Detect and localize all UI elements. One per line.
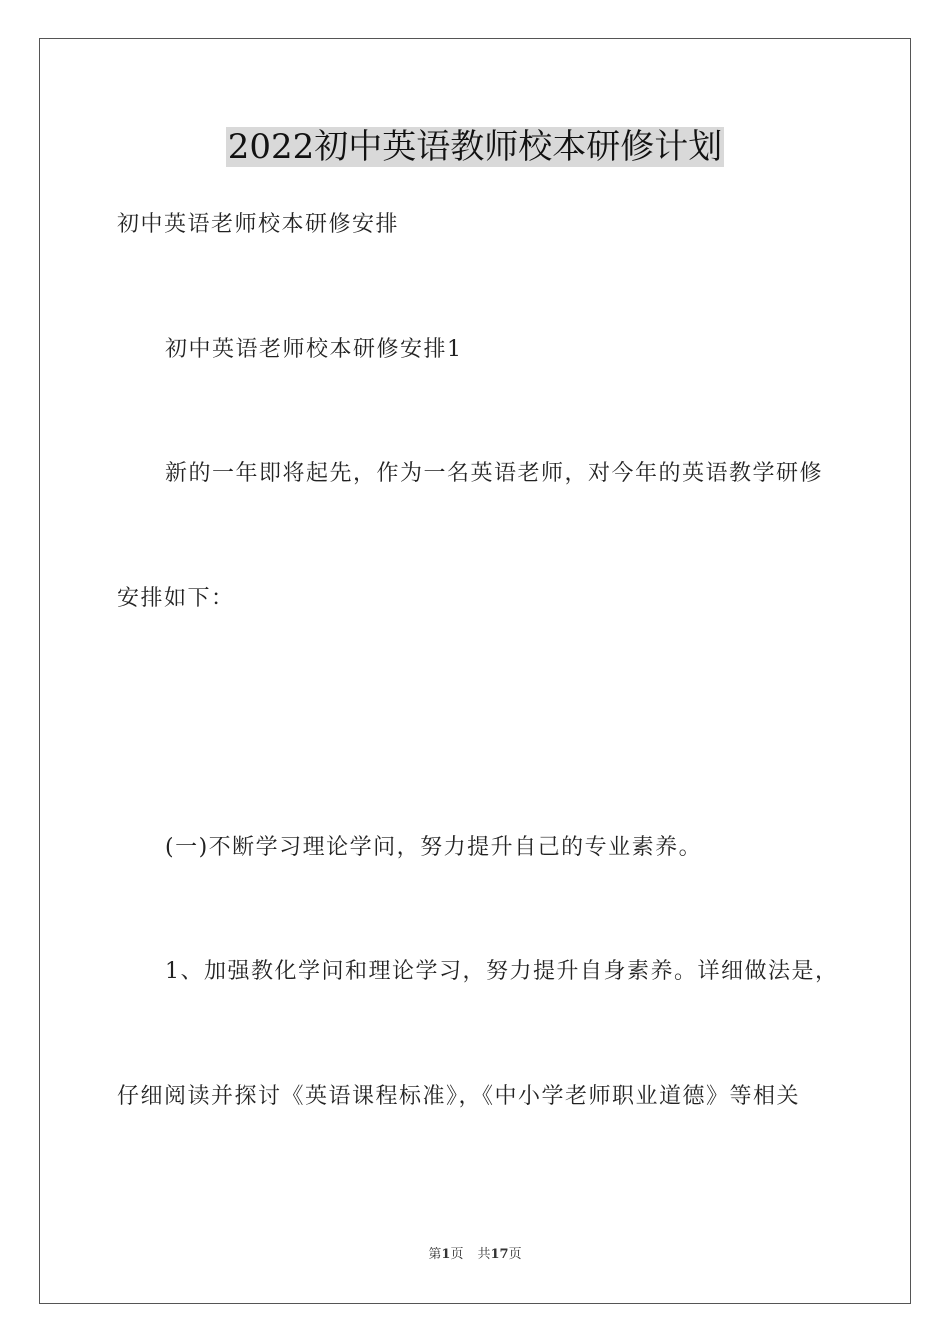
paragraph-subheading: 初中英语老师校本研修安排1 xyxy=(165,337,463,362)
paragraph-line: (一)不断学习理论学问，努力提升自己的专业素养。 xyxy=(165,835,703,860)
page-number: 1 xyxy=(441,1247,451,1262)
page-suffix: 页 xyxy=(450,1247,464,1262)
paragraph-line: 1、加强教化学问和理论学习，努力提升自身素养。详细做法是， xyxy=(165,959,839,984)
total-prefix: 共 xyxy=(477,1247,491,1262)
paragraph-line: 安排如下： xyxy=(117,586,235,611)
total-suffix: 页 xyxy=(508,1247,522,1262)
paragraph-heading: 初中英语老师校本研修安排 xyxy=(117,212,400,237)
page-prefix: 第 xyxy=(428,1247,442,1262)
page-footer xyxy=(0,1246,950,1264)
total-pages: 17 xyxy=(490,1247,509,1262)
document-title-text: 2022初中英语教师校本研修计划 xyxy=(227,127,723,167)
paragraph-line: 新的一年即将起先，作为一名英语老师，对今年的英语教学研修 xyxy=(165,461,824,486)
paragraph-line: 仔细阅读并探讨《英语课程标准》，《中小学老师职业道德》等相关 xyxy=(117,1084,801,1109)
document-title xyxy=(0,124,950,170)
